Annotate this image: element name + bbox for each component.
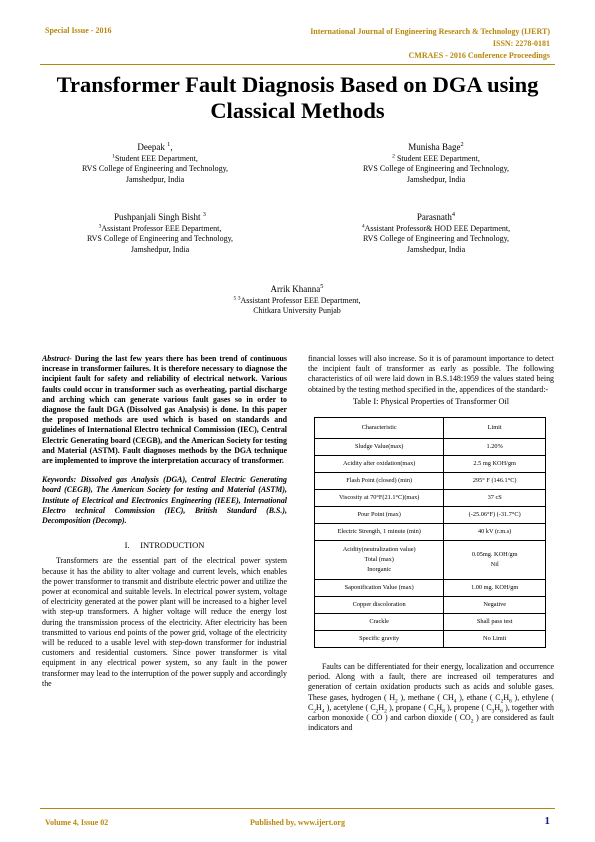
table-cell-characteristic: Sludge Value(max) <box>315 439 444 456</box>
table-cell-characteristic: Viscosity at 70°F(21.1°C)(max) <box>315 490 444 507</box>
table-row <box>315 456 546 473</box>
author-2: Munisha Bage$^2$ $^2$ Student EEE Department, RVS College of Engineering and Technology, Jamshedpur, India <box>362 141 510 184</box>
table-cell-characteristic: Saponification Value (max) <box>315 580 444 597</box>
table-cell-limit: 295° F (146.1°C) <box>444 473 546 490</box>
table-row <box>315 597 546 614</box>
section-heading-introduction: I. INTRODUCTION <box>124 540 205 551</box>
table-row <box>315 631 546 648</box>
header-left: Special Issue - 2016 <box>45 26 112 35</box>
footer-rule <box>40 808 555 809</box>
table-caption: Table I: Physical Properties of Transformer Oil <box>352 396 510 406</box>
footer-volume: Volume 4, Issue 02 <box>45 818 109 827</box>
table-cell-limit: 1.20% <box>444 439 546 456</box>
left-column <box>42 354 287 689</box>
table-cell-limit: 37 cS <box>444 490 546 507</box>
intro-paragraph: Transformers are the essential part of the electrical power system because it has the ability to alter voltage and current levels, which enables the power transformer to transmit and distribute electric power and utilize the power at economical and suitable levels. In electrical power system, voltage of electricity generated at the power plant will be increased to a higher level with step-up transformers. A higher voltage will reduce the energy lost during the transmission process of the electricity. After electricity has been transmitted to various end points of the power grid, voltage of the electricity will be reduced to a usable level with step-down transformer for industrial customers and residential customers. Since power transformer is vital equipment in any electrical power system, so any fault in the power transformer may lead to the interruption of the power supply and accordingly the <box>42 556 287 688</box>
table-cell-characteristic: Acidity(neutralization value) Total (max) Inorganic <box>315 541 444 580</box>
author-3: Pushpanjali Singh Bisht $^3$ $^3$Assistant Professor EEE Department, RVS College of Engineering and Technology, Jamshedpur, India <box>86 211 234 254</box>
table-cell-characteristic: Electric Strength, 1 minute (min) <box>315 524 444 541</box>
table-cell-limit: Negative <box>444 597 546 614</box>
journal-name: International Journal of Engineering Research & Technology (IJERT) <box>310 27 550 36</box>
table-cell-characteristic: Specific gravity <box>315 631 444 648</box>
table-row <box>315 439 546 456</box>
issn: ISSN: 2278-0181 <box>492 39 550 48</box>
author-5: Arrik Khanna$^5$ $^{5 3}$Assistant Professor EEE Department, Chitkara University Punjab <box>233 283 361 315</box>
right-paragraph-1: financial losses will also increase. So it is of paramount importance to detect the incipient fault of transformer as early as possible. The following characteristics of oil were laid down in B.S.148:1959 the values stated being obtained by the testing method specified in the, appendices of the standard:- <box>308 354 554 394</box>
header-rule <box>40 64 555 65</box>
table-row <box>315 614 546 631</box>
table-cell-limit: (-25.06°F) (-31.7°C) <box>444 507 546 524</box>
table-cell-characteristic: Pour Point (max) <box>315 507 444 524</box>
table-cell-limit: Shall pass test <box>444 614 546 631</box>
table-row <box>315 580 546 597</box>
properties-table <box>314 417 546 648</box>
table-cell-characteristic: Crackle <box>315 614 444 631</box>
page-number: 1 <box>544 815 550 827</box>
author-4: Parasnath$^4$ $^4$Assistant Professor& HOD EEE Department, RVS College of Engineering and Technology, Jamshedpur, India <box>361 211 511 254</box>
title-line-1: Transformer Fault Diagnosis Based on DGA using <box>56 72 539 97</box>
table-row <box>315 541 546 580</box>
table-cell-limit: No Limit <box>444 631 546 648</box>
table-row <box>315 524 546 541</box>
title-line-2: Classical Methods <box>210 98 385 123</box>
table-cell-limit: 2.5 mg KOH/gm <box>444 456 546 473</box>
table-cell-characteristic: Flash Point (closed) (min) <box>315 473 444 490</box>
footer-publisher: Published by, www.ijert.org <box>250 818 345 827</box>
proceedings: CMRAES - 2016 Conference Proceedings <box>408 51 550 60</box>
author-1: Deepak $^1$, $^1$Student EEE Department, RVS College of Engineering and Technology, Jamshedpur, India <box>81 141 229 184</box>
table-cell-limit: 0.05mg. KOH/gm Nil <box>444 541 546 580</box>
table-row <box>315 490 546 507</box>
table-row <box>315 507 546 524</box>
table-row <box>315 473 546 490</box>
header-right <box>310 26 550 62</box>
right-paragraph-2: Faults can be differentiated for their energy, localization and occurrence period. Along with a fault, there are increased oil temperatures and generation of certain oxidation products such as acids and soluble gases. These gases, hydrogen ( $H_2$ ), methane ( $CH_4$ ), ethane ( $C_2H_6$ ), ethylene ( $C_2H_4$ ), acetylene ( $C_2H_2$ ), propane ( $C_3H_8$ ), propene ( $C_3H_6$ ), together with carbon monoxide ( CO ) and carbon dioxide ( $CO_2$ ) are considered as fault indicators and <box>308 662 555 733</box>
abstract: Abstract- During the last few years there has been trend of continuous increase in transformer failures. It is therefore necessary to diagnose the incipient fault for safety and reliability of electrical network. Various faults could occur in transformer such as overheating, partial discharge and arching which can generate various fault gases so in order to diagnose the fault DGA (Dissolved gas Analysis) is done. In this paper the proposed methods are used which is based on standards and guidelines of International Electro technical Commission (IEC), Central Electric Generating board (CEGB), and the American Society for testing and Material (ASTM). Fault diagnoses methods by the DGA technique are implemented to improve the interpretation accuracy of transformer. <box>42 354 287 466</box>
table-cell-characteristic: Copper discoloration <box>315 597 444 614</box>
right-column <box>308 354 554 733</box>
table-cell-limit: Limit <box>444 418 546 439</box>
table-cell-characteristic: Characteristic <box>315 418 444 439</box>
table-cell-limit: 1.00 mg. KOH/gm <box>444 580 546 597</box>
keywords: Keywords: Dissolved gas Analysis (DGA), Central Electric Generating board (CEGB), The American Society for testing and Material (ASTM), Institute of Electrical and Electronics Engineering (IEEE), International Electro technical Commission (IEC), British Standard (B.S.), Decomposition (Decomp). <box>42 475 287 526</box>
paper-title <box>30 72 565 124</box>
table-header-row <box>315 418 546 439</box>
table-cell-limit: 40 kV (r.m.s) <box>444 524 546 541</box>
table-cell-characteristic: Acidity after oxidation(max) <box>315 456 444 473</box>
